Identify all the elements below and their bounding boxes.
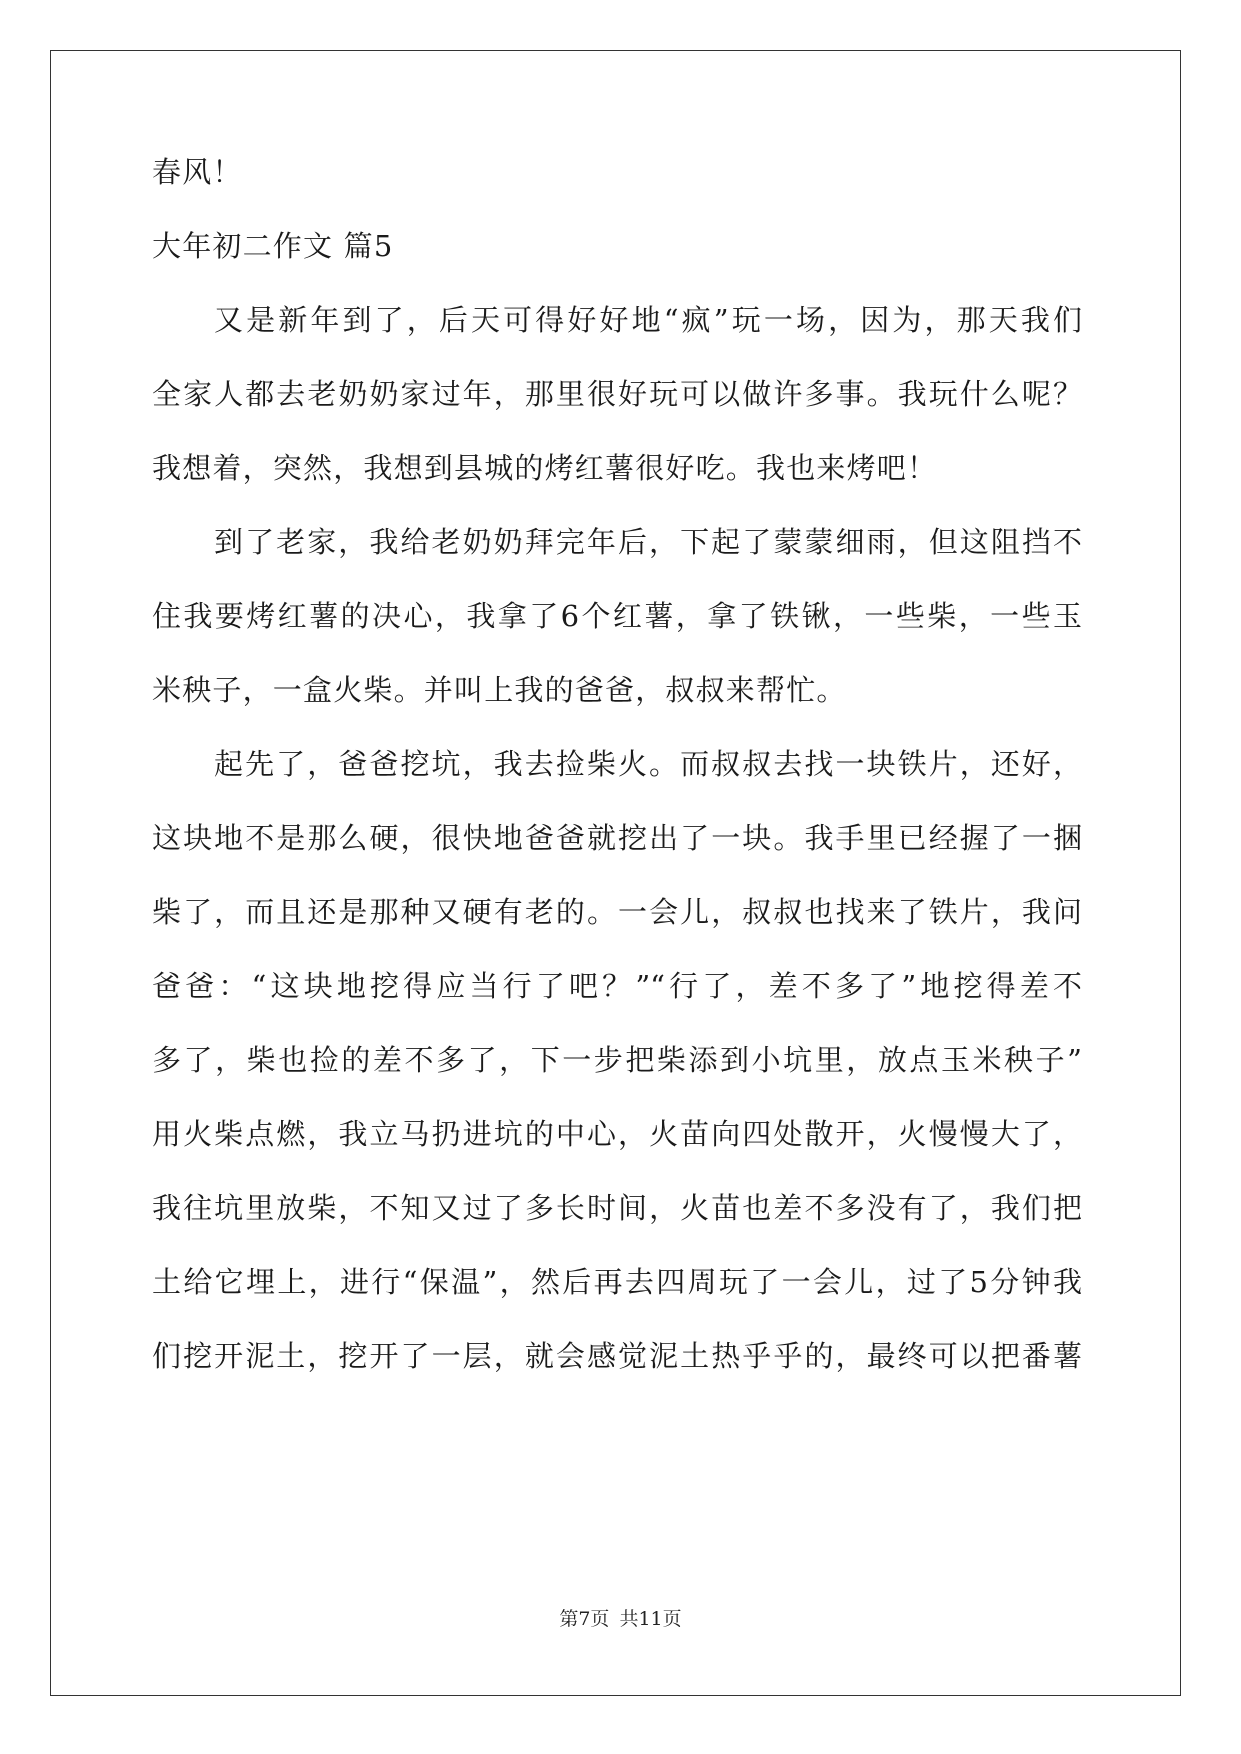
page-border (50, 50, 1181, 1696)
paragraph-line: 住我要烤红薯的决心，我拿了6个红薯，拿了铁锹，一些柴，一些玉 (152, 599, 1082, 633)
paragraph-line: 我想着，突然，我想到县城的烤红薯很好吃。我也来烤吧！ (152, 451, 938, 485)
paragraph-line: 爸爸：“这块地挖得应当行了吧？”“行了，差不多了”地挖得差不 (152, 969, 1082, 1003)
paragraph-line: 柴了，而且还是那种又硬有老的。一会儿，叔叔也找来了铁片，我问 (152, 895, 1082, 929)
paragraph-line: 起先了，爸爸挖坑，我去捡柴火。而叔叔去找一块铁片，还好， (214, 747, 1082, 781)
paragraph-line: 到了老家，我给老奶奶拜完年后，下起了蒙蒙细雨，但这阻挡不 (214, 525, 1082, 559)
paragraph-line: 米秧子，一盒火柴。并叫上我的爸爸，叔叔来帮忙。 (152, 673, 847, 707)
paragraph-line: 们挖开泥土，挖开了一层，就会感觉泥土热乎乎的，最终可以把番薯 (152, 1339, 1082, 1373)
page-total: 共11页 (619, 1608, 682, 1630)
section-heading: 大年初二作文 篇5 (152, 229, 394, 263)
paragraph-line: 全家人都去老奶奶家过年，那里很好玩可以做许多事。我玩什么呢？ (152, 377, 1082, 411)
paragraph-line: 又是新年到了，后天可得好好地“疯”玩一场，因为，那天我们 (214, 303, 1082, 337)
paragraph-line: 这块地不是那么硬，很快地爸爸就挖出了一块。我手里已经握了一捆 (152, 821, 1082, 855)
page-number: 第7页 (559, 1608, 610, 1630)
page-footer (0, 1607, 1241, 1631)
paragraph-line: 我往坑里放柴，不知又过了多长时间，火苗也差不多没有了，我们把 (152, 1191, 1082, 1225)
paragraph-line: 多了，柴也捡的差不多了，下一步把柴添到小坑里，放点玉米秧子” (152, 1043, 1082, 1077)
paragraph-line: 土给它埋上，进行“保温”，然后再去四周玩了一会儿，过了5分钟我 (152, 1265, 1082, 1299)
text-line: 春风！ (152, 155, 243, 189)
paragraph-line: 用火柴点燃，我立马扔进坑的中心，火苗向四处散开，火慢慢大了， (152, 1117, 1082, 1151)
